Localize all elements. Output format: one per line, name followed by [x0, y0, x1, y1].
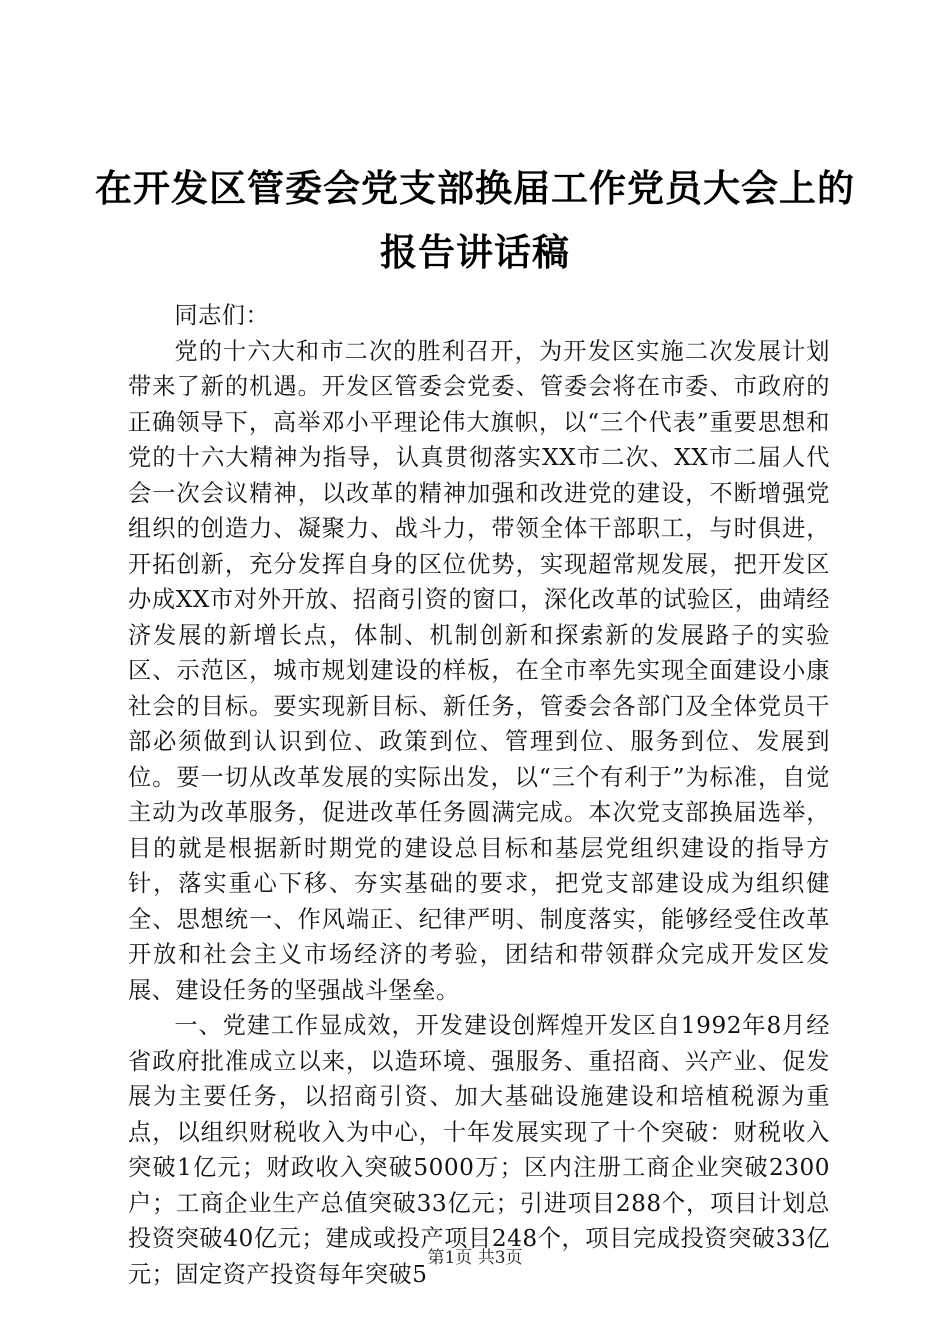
salutation: 同志们： — [174, 302, 270, 329]
document-title-line-2: 报告讲话稿 — [380, 231, 570, 274]
document-body — [128, 298, 830, 1292]
paragraph-section-1: 一、党建工作显成效，开发建设创辉煌开发区自1992年8月经省政府批准成立以来，以造环境、强服务、重招商、兴产业、促发展为主要任务，以招商引资、加大基础设施建设和培植税源为重点，以组织财税收入为中心，十年发展实现了十个突破：财税收入突破1亿元；财政收入突破5000万；区内注册工商企业突破2300户；工商企业生产总值突破33亿元；引进项目288个，项目计划总投资突破40亿元；建成或投产项目248个，项目完成投资突破33亿元；固定资产投资每年突破5 — [128, 1012, 830, 1288]
page-footer: 第1页 共3页 — [427, 1248, 523, 1268]
document-title-line-1: 在开发区管委会党支部换届工作党员大会上的 — [95, 167, 855, 210]
paragraph-intro: 党的十六大和市二次的胜利召开，为开发区实施二次发展计划带来了新的机遇。开发区管委会党委、管委会将在市委、市政府的正确领导下，高举邓小平理论伟大旗帜，以“三个代表”重要思想和党的十六大精神为指导，认真贯彻落实XX市二次、XX市二届人代会一次会议精神，以改革的精神加强和改进党的建设，不断增强党组织的创造力、凝聚力、战斗力，带领全体干部职工，与时俱进，开拓创新，充分发挥自身的区位优势，实现超常规发展，把开发区办成XX市对外开放、招商引资的窗口，深化改革的试验区，曲靖经济发展的新增长点，体制、机制创新和探索新的发展路子的实验区、示范区，城市规划建设的样板，在全市率先实现全面建设小康社会的目标。要实现新目标、新任务，管委会各部门及全体党员干部必须做到认识到位、政策到位、管理到位、服务到位、发展到位。要一切从改革发展的实际出发，以“三个有利于”为标准，自觉主动为改革服务，促进改革任务圆满完成。本次党支部换届选举，目的就是根据新时期党的建设总目标和基层党组织建设的指导方针，落实重心下移、夯实基础的要求，把党支部建设成为组织健全、思想统一、作风端正、纪律严明、制度落实，能够经受住改革开放和社会主义市场经济的考验，团结和带领群众完成开发区发展、建设任务的坚强战斗堡垒。 — [128, 337, 830, 1004]
